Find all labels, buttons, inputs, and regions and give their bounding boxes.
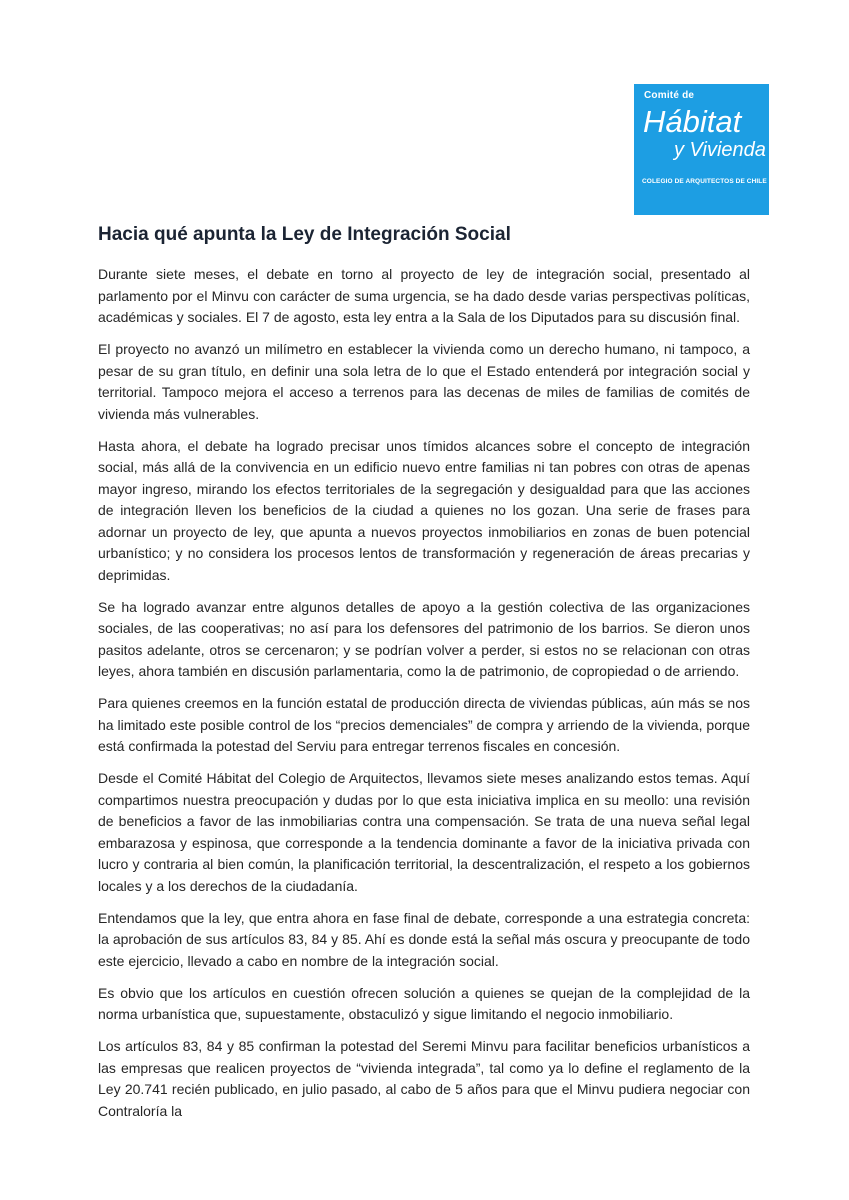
logo-bottom-text: COLEGIO DE ARQUITECTOS DE CHILE bbox=[642, 178, 767, 185]
logo-top-text: Comité de bbox=[644, 90, 695, 101]
paragraph-3: Hasta ahora, el debate ha logrado precisar unos tímidos alcances sobre el concepto de integración social, más allá de la convivencia en un edificio nuevo entre familias ni tan pobres con otras de apenas mayor ingreso, mirando los efectos territoriales de la segregación y desigualdad para que las acciones de integración lleven los beneficios de la ciudad a quienes no los gozan. Una serie de frases para adornar un proyecto de ley, que apunta a nuevos proyectos inmobiliarios en zonas de buen potencial urbanístico; y no considera los procesos lentos de transformación y regeneración de áreas precarias y deprimidas. bbox=[98, 437, 750, 583]
logo-sub-text: y Vivienda bbox=[674, 139, 766, 161]
logo-main-text: Hábitat bbox=[643, 104, 742, 139]
paragraph-4: Se ha logrado avanzar entre algunos detalles de apoyo a la gestión colectiva de las organizaciones sociales, de las cooperativas; no así para los defensores del patrimonio de los barrios. Se dieron unos pasitos adelante, otros se cercenaron; y se podrían volver a perder, si estos no se relacionan con otras leyes, ahora también en discusión parlamentaria, como la de patrimonio, de copropiedad o de arriendo. bbox=[98, 598, 750, 679]
paragraph-2: El proyecto no avanzó un milímetro en establecer la vivienda como un derecho humano, ni tampoco, a pesar de su gran título, en definir una sola letra de lo que el Estado entenderá por integración social y territorial. Tampoco mejora el acceso a terrenos para las decenas de miles de familias de comités de vivienda más vulnerables. bbox=[98, 341, 750, 422]
paragraph-7: Entendamos que la ley, que entra ahora en fase final de debate, corresponde a una estrategia concreta: la aprobación de sus artículos 83, 84 y 85. Ahí es donde está la señal más oscura y preocupante de todo este ejercicio, llevado a cabo en nombre de la integración social. bbox=[98, 909, 750, 969]
paragraph-8: Es obvio que los artículos en cuestión ofrecen solución a quienes se quejan de la complejidad de la norma urbanística que, supuestamente, obstaculizó y sigue limitando el negocio inmobiliario. bbox=[98, 984, 750, 1022]
paragraph-9: Los artículos 83, 84 y 85 confirman la potestad del Seremi Minvu para facilitar beneficios urbanísticos a las empresas que realicen proyectos de “vivienda integrada”, tal como ya lo define el reglamento de la Ley 20.741 recién publicado, en julio pasado, al cabo de 5 años para que el Minvu pudiera negociar con Contraloría la bbox=[98, 1038, 750, 1119]
paragraph-5: Para quienes creemos en la función estatal de producción directa de viviendas públicas, aún más se nos ha limitado este posible control de los “precios demenciales” de compra y arriendo de la vivienda, porque está confirmada la potestad del Serviu para entregar terrenos fiscales en concesión. bbox=[98, 695, 750, 754]
paragraph-6: Desde el Comité Hábitat del Colegio de Arquitectos, llevamos siete meses analizando estos temas. Aquí compartimos nuestra preocupación y dudas por lo que esta iniciativa implica en su meollo: una revisión de beneficios a favor de las inmobiliarias contra una compensación. Se trata de una nueva señal legal embarazosa y espinosa, que corresponde a la tendencia dominante a favor de la iniciativa privada con lucro y contraria al bien común, la planificación territorial, la descentralización, el respeto a los gobiernos locales y a los derechos de la ciudadanía. bbox=[98, 770, 750, 894]
committee-logo bbox=[634, 84, 769, 215]
document-body bbox=[98, 264, 750, 1133]
document-title: Hacia qué apunta la Ley de Integración Social bbox=[98, 224, 511, 245]
paragraph-1: Durante siete meses, el debate en torno al proyecto de ley de integración social, presentado al parlamento por el Minvu con carácter de suma urgencia, se ha dado desde varias perspectivas políticas, académicas y sociales. El 7 de agosto, esta ley entra a la Sala de los Diputados para su discusión final. bbox=[98, 266, 750, 325]
